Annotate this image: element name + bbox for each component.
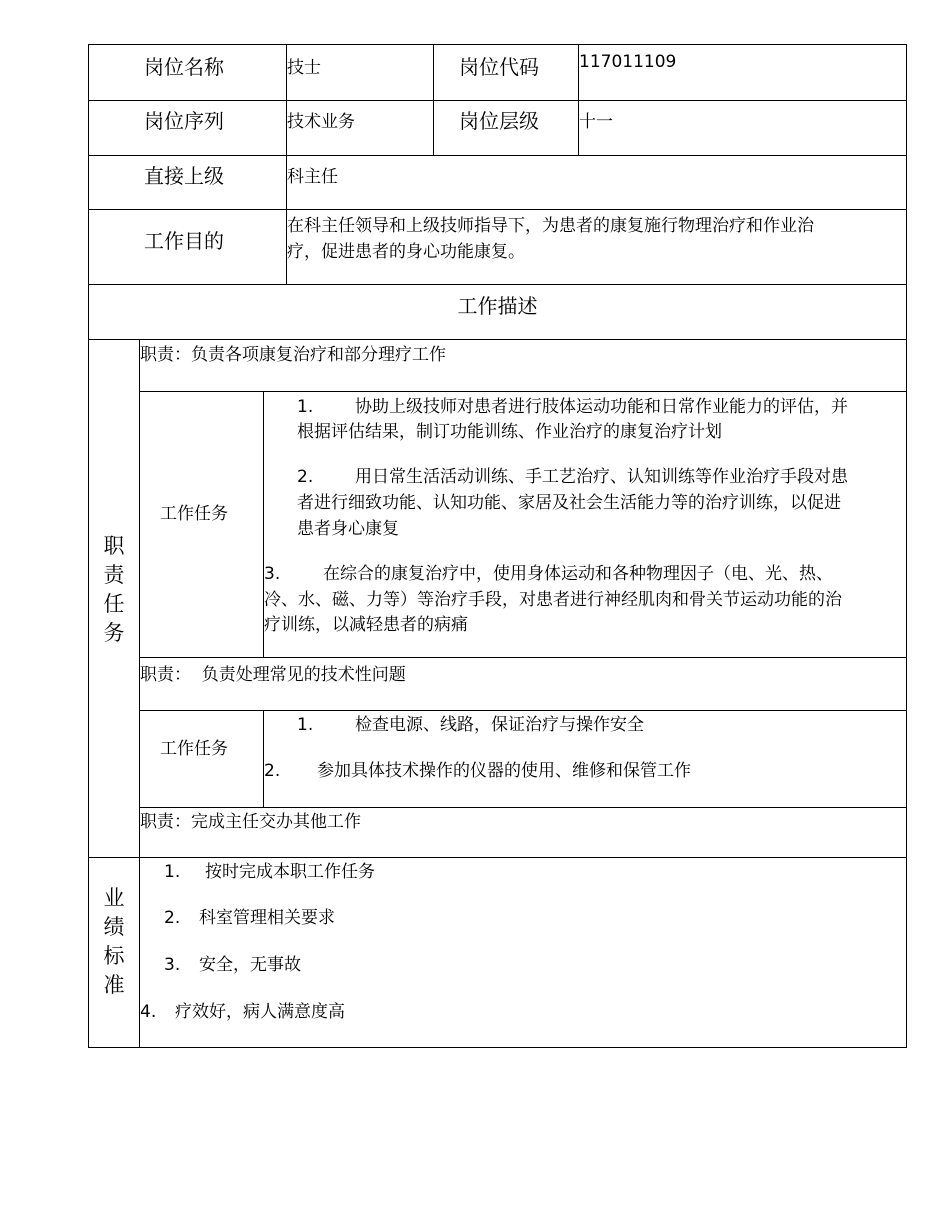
performance-text: 科室管理相关要求 — [199, 908, 335, 928]
duty-section-char: 责 — [103, 563, 125, 587]
performance-text: 疗效好，病人满意度高 — [175, 1002, 345, 1022]
post-code-label: 岗位代码 — [459, 55, 539, 79]
post-name-label: 岗位名称 — [144, 55, 224, 79]
task-number: 2. — [264, 761, 281, 781]
task-text-continued: 患者身心康复 — [297, 519, 399, 539]
post-level-label: 岗位层级 — [459, 109, 539, 133]
purpose-line-2: 疗，促进患者的身心功能康复。 — [287, 242, 525, 262]
task-number: 1. — [297, 397, 314, 417]
duty-section-label — [102, 532, 126, 648]
performance-section-char: 准 — [103, 973, 125, 997]
post-level-value: 十一 — [579, 112, 613, 132]
task-item — [264, 561, 833, 587]
task-text-continued: 冷、水、磁、力等）等治疗手段，对患者进行神经肌肉和骨关节运动功能的治 — [264, 590, 842, 610]
performance-item — [140, 999, 345, 1025]
task-label: 工作任务 — [160, 504, 228, 524]
task-item — [264, 758, 691, 784]
performance-item — [164, 905, 335, 931]
post-series-value: 技术业务 — [287, 112, 355, 132]
task-number: 3. — [264, 564, 281, 584]
performance-item — [164, 952, 301, 978]
task-text-continued: 根据评估结果，制订功能训练、作业治疗的康复治疗计划 — [297, 422, 722, 442]
duty-title: 职责：负责各项康复治疗和部分理疗工作 — [140, 345, 446, 365]
duty-title: 职责：完成主任交办其他工作 — [140, 812, 361, 832]
duty-section-char: 职 — [103, 534, 125, 558]
duty-section-char: 任 — [103, 592, 125, 616]
task-label: 工作任务 — [160, 739, 228, 759]
task-text: 在综合的康复治疗中，使用身体运动和各种物理因子（电、光、热、 — [323, 564, 833, 584]
performance-section-char: 标 — [103, 944, 125, 968]
performance-item — [164, 859, 375, 885]
performance-section-char: 绩 — [103, 915, 125, 939]
performance-number: 2. — [164, 908, 181, 928]
task-text: 用日常生活活动训练、手工艺治疗、认知训练等作业治疗手段对患 — [355, 467, 848, 487]
task-text-continued: 者进行细致功能、认知功能、家居及社会生活能力等的治疗训练，以促进 — [297, 493, 841, 513]
post-name-value: 技士 — [287, 58, 321, 78]
performance-text: 安全，无事故 — [199, 955, 301, 975]
task-text: 检查电源、线路，保证治疗与操作安全 — [355, 715, 644, 735]
performance-number: 1. — [164, 862, 181, 882]
task-text-continued: 疗训练，以减轻患者的病痛 — [264, 615, 468, 635]
duty-section-char: 务 — [103, 621, 125, 645]
task-item — [297, 464, 848, 490]
post-code-value: 117011109 — [579, 52, 677, 72]
task-number: 1. — [297, 715, 314, 735]
duty-title: 职责： 负责处理常见的技术性问题 — [140, 665, 406, 685]
purpose-label: 工作目的 — [144, 229, 224, 253]
post-series-label: 岗位序列 — [144, 109, 224, 133]
performance-number: 3. — [164, 955, 181, 975]
task-item — [297, 712, 644, 738]
performance-number: 4. — [140, 1002, 157, 1022]
task-text: 协助上级技师对患者进行肢体运动功能和日常作业能力的评估，并 — [355, 397, 848, 417]
superior-label: 直接上级 — [144, 164, 224, 188]
performance-section-char: 业 — [103, 886, 125, 910]
section-title-work-description: 工作描述 — [457, 294, 538, 318]
performance-text: 按时完成本职工作任务 — [205, 862, 375, 882]
task-item — [297, 394, 848, 420]
purpose-line-1: 在科主任领导和上级技师指导下，为患者的康复施行物理治疗和作业治 — [287, 216, 814, 236]
task-text: 参加具体技术操作的仪器的使用、维修和保管工作 — [317, 761, 691, 781]
performance-section-label — [102, 884, 126, 1000]
superior-value: 科主任 — [287, 167, 338, 187]
task-number: 2. — [297, 467, 314, 487]
